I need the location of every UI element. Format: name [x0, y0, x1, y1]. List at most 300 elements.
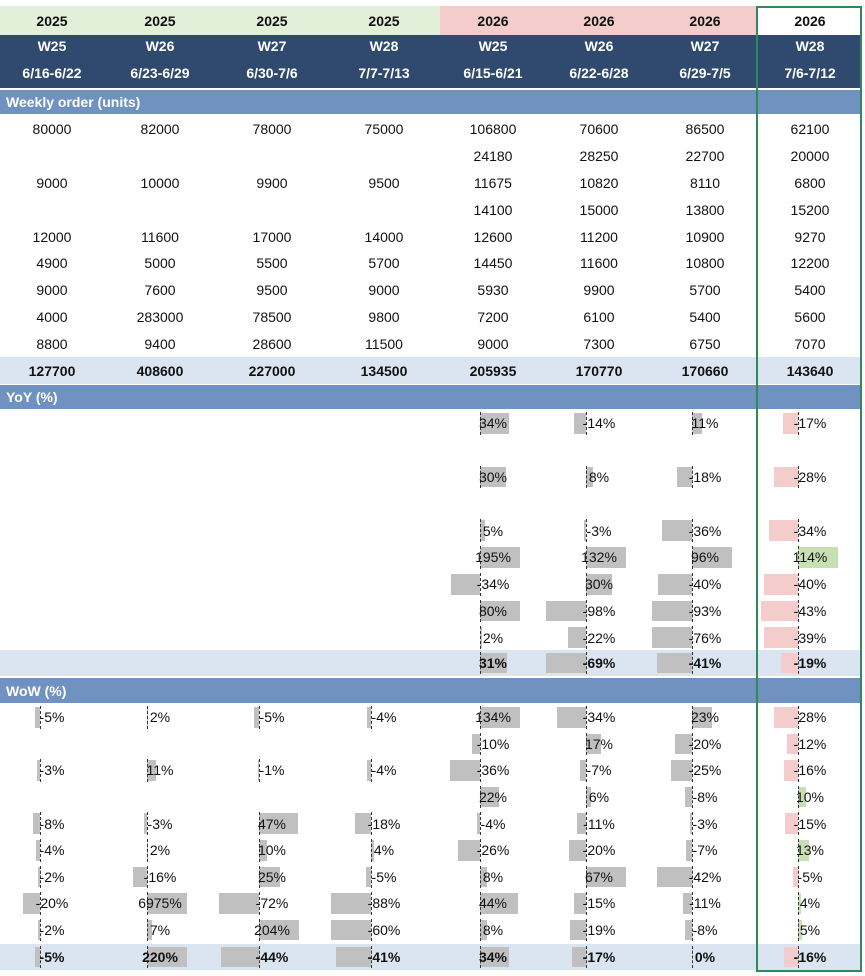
wow-cell	[216, 864, 328, 891]
pct-label: 44%	[478, 895, 508, 912]
year-cell: 2025	[328, 6, 440, 35]
yoy-cell	[328, 490, 440, 517]
pct-label: -69%	[582, 655, 616, 671]
pct-label: -19%	[582, 922, 616, 939]
order-total-row	[0, 357, 862, 384]
yoy-cell	[758, 464, 862, 491]
wow-cell	[652, 731, 758, 758]
wow-cell	[546, 917, 652, 944]
yoy-cell	[546, 544, 652, 571]
wow-cell	[328, 864, 440, 891]
yoy-cell	[546, 624, 652, 651]
wow-cell	[440, 810, 546, 837]
yoy-total-cell	[0, 650, 104, 676]
pct-label: 80%	[478, 602, 508, 619]
wow-cell	[652, 810, 758, 837]
wow-cell	[328, 890, 440, 917]
yoy-cell	[0, 464, 104, 491]
wow-row	[0, 837, 862, 864]
date-range-cell: 6/30-7/6	[246, 64, 298, 81]
yoy-cell	[216, 598, 328, 625]
order-value-cell: 283000	[136, 308, 184, 325]
order-row	[0, 277, 862, 304]
yoy-row	[0, 598, 862, 625]
pct-label: -34%	[793, 522, 827, 539]
order-total-cell: 134500	[360, 362, 408, 379]
pct-label: -3%	[147, 815, 173, 832]
order-value-cell: 28250	[579, 148, 619, 165]
order-value-cell	[328, 143, 440, 170]
pct-label: -5%	[259, 709, 285, 726]
wow-cell	[758, 837, 862, 864]
pct-label: -11%	[689, 895, 721, 912]
pct-label: -3%	[39, 762, 65, 779]
yoy-cell	[758, 437, 862, 464]
week-cell: W28	[795, 38, 825, 54]
pct-label: 17%	[584, 735, 614, 752]
year-cell: 2026	[546, 6, 652, 35]
wow-cell	[104, 917, 216, 944]
yoy-cell	[758, 517, 862, 544]
pct-label: -1%	[259, 762, 285, 779]
order-total-cell: 408600	[136, 362, 184, 379]
wow-cell	[328, 810, 440, 837]
wow-cell	[104, 890, 216, 917]
yoy-row	[0, 410, 862, 437]
order-value-cell	[216, 143, 328, 170]
year-cell: 2025	[104, 6, 216, 35]
yoy-cell	[440, 544, 546, 571]
date-range-cell: 7/6-7/12	[784, 64, 836, 81]
order-value-cell: 5400	[794, 282, 826, 299]
pct-label: 204%	[254, 922, 290, 939]
order-value-cell: 9900	[583, 282, 615, 299]
wow-cell	[0, 731, 104, 758]
pct-label: -88%	[367, 895, 401, 912]
yoy-cell	[104, 571, 216, 598]
order-value-cell: 80000	[32, 121, 72, 138]
yoy-cell	[546, 571, 652, 598]
pct-label: -3%	[692, 815, 718, 832]
pct-label: -8%	[692, 789, 718, 806]
wow-row	[0, 757, 862, 784]
wow-cell	[652, 837, 758, 864]
order-value-cell: 12200	[790, 255, 830, 272]
pct-label: 6975%	[138, 895, 182, 912]
yoy-cell	[216, 464, 328, 491]
pct-label: -4%	[371, 762, 397, 779]
pct-label: -34%	[476, 576, 510, 593]
wow-cell	[216, 837, 328, 864]
pct-label: -34%	[582, 709, 616, 726]
wow-cell	[440, 704, 546, 731]
pct-label: 114%	[792, 549, 828, 566]
yoy-cell	[758, 490, 862, 517]
yoy-cell	[216, 490, 328, 517]
order-value-cell: 10000	[140, 174, 180, 191]
pct-label: -5%	[797, 868, 823, 885]
yoy-cell	[328, 624, 440, 651]
wow-total-cell	[546, 944, 652, 970]
wow-cell	[0, 810, 104, 837]
date-range-cell: 6/23-6/29	[130, 64, 190, 81]
order-value-cell: 9900	[256, 174, 288, 191]
wow-total-cell	[328, 944, 440, 970]
yoy-cell	[546, 464, 652, 491]
wow-cell	[546, 757, 652, 784]
order-value-cell: 14450	[473, 255, 513, 272]
yoy-total-row	[0, 650, 862, 676]
pct-label: -2%	[39, 868, 65, 885]
order-value-cell: 15200	[790, 201, 830, 218]
week-cell: W26	[584, 38, 614, 54]
order-value-cell	[104, 143, 216, 170]
order-value-cell: 5400	[689, 308, 721, 325]
wow-cell	[758, 757, 862, 784]
yoy-cell	[104, 490, 216, 517]
wow-cell	[216, 784, 328, 811]
section-title: WoW (%)	[6, 682, 67, 699]
wow-cell	[328, 757, 440, 784]
pct-label: -18%	[367, 815, 401, 832]
order-value-cell: 5930	[477, 282, 509, 299]
order-value-cell	[328, 196, 440, 223]
wow-cell	[440, 784, 546, 811]
pct-label: 4%	[799, 895, 821, 912]
pct-label: -28%	[793, 468, 827, 485]
order-value-cell: 13800	[685, 201, 725, 218]
pct-label: 34%	[478, 949, 508, 965]
section-wow	[0, 678, 862, 703]
order-value-cell: 12600	[473, 228, 513, 245]
order-value-cell: 14100	[473, 201, 513, 218]
pct-label: -15%	[793, 815, 827, 832]
pct-label: 8%	[588, 468, 610, 485]
order-value-cell	[104, 196, 216, 223]
wow-row	[0, 810, 862, 837]
yoy-row	[0, 571, 862, 598]
order-value-cell: 9400	[144, 335, 176, 352]
order-value-cell: 86500	[685, 121, 725, 138]
order-row	[0, 116, 862, 143]
wow-cell	[0, 757, 104, 784]
order-value-cell: 9800	[368, 308, 400, 325]
yoy-cell	[104, 437, 216, 464]
wow-cell	[328, 704, 440, 731]
pct-label: 6%	[588, 789, 610, 806]
wow-cell	[216, 731, 328, 758]
order-value-cell	[0, 196, 104, 223]
yoy-cell	[758, 571, 862, 598]
pct-label: 195%	[475, 549, 511, 566]
wow-cell	[104, 864, 216, 891]
week-cell: W28	[369, 38, 399, 54]
order-value-cell: 78500	[252, 308, 292, 325]
wow-cell	[546, 810, 652, 837]
yoy-row	[0, 490, 862, 517]
order-value-cell: 11200	[580, 228, 618, 245]
pct-label: -42%	[688, 868, 722, 885]
pct-label: 47%	[257, 815, 287, 832]
yoy-cell	[328, 464, 440, 491]
order-value-cell: 10900	[685, 228, 725, 245]
yoy-cell	[0, 517, 104, 544]
yoy-cell	[546, 517, 652, 544]
week-cell: W25	[478, 38, 508, 54]
wow-cell	[546, 890, 652, 917]
order-value-cell: 5000	[144, 255, 176, 272]
pct-label: -39%	[793, 629, 827, 646]
order-total-cell: 227000	[248, 362, 296, 379]
order-value-cell: 5700	[689, 282, 721, 299]
order-value-cell: 62100	[790, 121, 830, 138]
order-row	[0, 223, 862, 250]
order-row	[0, 250, 862, 277]
order-value-cell: 11600	[141, 228, 179, 245]
order-value-cell: 78000	[252, 121, 292, 138]
pct-label: -15%	[582, 895, 616, 912]
yoy-cell	[652, 624, 758, 651]
pct-label: -5%	[371, 868, 397, 885]
date-range-cell: 6/29-7/5	[679, 64, 731, 81]
pct-label: -40%	[688, 576, 722, 593]
yoy-cell	[440, 410, 546, 437]
order-value-cell: 5600	[794, 308, 826, 325]
pct-label: 30%	[584, 576, 614, 593]
order-value-cell: 14000	[364, 228, 404, 245]
year-cell: 2026	[758, 6, 862, 35]
yoy-total-cell	[216, 650, 328, 676]
order-value-cell: 4000	[36, 308, 68, 325]
pct-label: 11%	[146, 762, 174, 779]
wow-row	[0, 890, 862, 917]
pct-label: -17%	[793, 415, 827, 432]
wow-cell	[0, 864, 104, 891]
pct-label: -60%	[367, 922, 401, 939]
order-value-cell: 22700	[685, 148, 725, 165]
wow-cell	[652, 784, 758, 811]
pct-label: -20%	[582, 842, 616, 859]
pct-label: -7%	[586, 762, 612, 779]
order-value-cell: 12000	[32, 228, 72, 245]
yoy-cell	[104, 544, 216, 571]
order-value-cell: 11600	[580, 255, 618, 272]
pct-label: 7%	[149, 922, 171, 939]
pct-label: 4%	[373, 842, 395, 859]
year-header-row	[0, 6, 862, 35]
order-value-cell: 4900	[36, 255, 68, 272]
pct-label: -26%	[476, 842, 510, 859]
yoy-cell	[546, 598, 652, 625]
yoy-total-cell	[328, 650, 440, 676]
order-value-cell: 9500	[256, 282, 288, 299]
yoy-cell	[440, 517, 546, 544]
pct-label: -36%	[476, 762, 510, 779]
order-value-cell: 11675	[474, 174, 512, 191]
pct-label: -4%	[371, 709, 397, 726]
order-value-cell: 15000	[579, 201, 619, 218]
yoy-cell	[652, 517, 758, 544]
order-row	[0, 196, 862, 223]
wow-cell	[758, 810, 862, 837]
wow-cell	[440, 917, 546, 944]
wow-total-cell	[104, 944, 216, 970]
order-total-cell: 170770	[575, 362, 623, 379]
wow-cell	[104, 810, 216, 837]
yoy-cell	[758, 544, 862, 571]
yoy-cell	[440, 624, 546, 651]
pct-label: 5%	[482, 522, 504, 539]
pct-label: -20%	[35, 895, 69, 912]
wow-cell	[652, 890, 758, 917]
wow-cell	[328, 837, 440, 864]
wow-cell	[440, 757, 546, 784]
yoy-total-cell	[758, 650, 862, 676]
yoy-cell	[328, 544, 440, 571]
section-weekly-order	[0, 90, 862, 114]
yoy-cell	[0, 598, 104, 625]
wow-cell	[758, 917, 862, 944]
wow-cell	[758, 731, 862, 758]
date-range-cell: 7/7-7/13	[358, 64, 410, 81]
wow-total-cell	[0, 944, 104, 970]
order-value-cell: 7070	[794, 335, 826, 352]
order-value-cell: 10820	[579, 174, 619, 191]
yoy-cell	[0, 544, 104, 571]
pct-label: 25%	[257, 868, 287, 885]
wow-cell	[328, 917, 440, 944]
wow-cell	[216, 704, 328, 731]
yoy-total-cell	[546, 650, 652, 676]
yoy-cell	[440, 598, 546, 625]
yoy-cell	[652, 437, 758, 464]
pct-label: -12%	[793, 735, 827, 752]
wow-cell	[104, 837, 216, 864]
pct-label: 22%	[478, 789, 508, 806]
pct-label: -16%	[143, 868, 177, 885]
pct-label: -44%	[255, 949, 289, 965]
year-cell: 2026	[440, 6, 546, 35]
order-value-cell: 17000	[252, 228, 292, 245]
order-value-cell: 7600	[144, 282, 176, 299]
order-value-cell: 8110	[689, 174, 721, 191]
pct-label: 96%	[690, 549, 720, 566]
wow-cell	[758, 784, 862, 811]
date-range-cell: 6/16-6/22	[22, 64, 82, 81]
yoy-cell	[0, 410, 104, 437]
year-cell: 2026	[652, 6, 758, 35]
yoy-cell	[652, 598, 758, 625]
wow-total-cell	[216, 944, 328, 970]
section-yoy	[0, 385, 862, 409]
week-cell: W26	[145, 38, 175, 54]
yoy-row	[0, 437, 862, 464]
pct-label: -10%	[476, 735, 510, 752]
date-range-cell: 6/15-6/21	[463, 64, 523, 81]
yoy-cell	[104, 624, 216, 651]
yoy-row	[0, 544, 862, 571]
order-total-cell: 170660	[681, 362, 729, 379]
order-total-cell: 143640	[786, 362, 834, 379]
yoy-cell	[216, 624, 328, 651]
order-value-cell: 5500	[256, 255, 288, 272]
wow-cell	[0, 784, 104, 811]
yoy-row	[0, 624, 862, 651]
pct-label: -28%	[793, 709, 827, 726]
wow-cell	[440, 731, 546, 758]
order-value-cell: 10800	[685, 255, 725, 272]
yoy-cell	[0, 490, 104, 517]
wow-cell	[546, 731, 652, 758]
week-cell: W27	[257, 38, 287, 54]
yoy-cell	[440, 464, 546, 491]
week-cell: W25	[37, 38, 67, 54]
pct-label: 134%	[475, 709, 511, 726]
year-cell: 2025	[0, 6, 104, 35]
wow-cell	[328, 731, 440, 758]
order-value-cell: 9000	[36, 174, 68, 191]
wow-total-row	[0, 944, 862, 970]
wow-cell	[0, 704, 104, 731]
order-row	[0, 330, 862, 357]
pct-label: 10%	[257, 842, 287, 859]
order-value-cell: 11500	[365, 335, 403, 352]
wow-total-cell	[440, 944, 546, 970]
wow-cell	[440, 890, 546, 917]
yoy-cell	[758, 624, 862, 651]
pct-label: -7%	[692, 842, 718, 859]
order-total-cell: 205935	[469, 362, 517, 379]
pct-label: -17%	[582, 949, 616, 965]
pct-label: 11%	[691, 415, 719, 432]
wow-cell	[758, 890, 862, 917]
wow-row	[0, 704, 862, 731]
wow-cell	[0, 837, 104, 864]
yoy-total-cell	[652, 650, 758, 676]
wow-cell	[216, 757, 328, 784]
order-value-cell: 75000	[364, 121, 404, 138]
yoy-cell	[546, 437, 652, 464]
pct-label: 0%	[694, 949, 716, 965]
wow-cell	[758, 864, 862, 891]
pct-label: 2%	[149, 842, 171, 859]
pct-label: -19%	[793, 655, 827, 671]
pct-label: -2%	[39, 922, 65, 939]
order-value-cell: 9270	[794, 228, 826, 245]
yoy-cell	[104, 517, 216, 544]
wow-cell	[440, 864, 546, 891]
wow-total-cell	[652, 944, 758, 970]
wow-cell	[546, 784, 652, 811]
wow-cell	[104, 757, 216, 784]
week-cell: W27	[690, 38, 720, 54]
yoy-cell	[652, 410, 758, 437]
wow-cell	[216, 890, 328, 917]
wow-cell	[440, 837, 546, 864]
wow-cell	[104, 704, 216, 731]
yoy-row	[0, 517, 862, 544]
pct-label: -8%	[692, 922, 718, 939]
pct-label: -16%	[793, 762, 827, 779]
order-value-cell: 5700	[368, 255, 400, 272]
order-value-cell: 9000	[477, 335, 509, 352]
wow-cell	[0, 890, 104, 917]
order-value-cell: 9000	[368, 282, 400, 299]
yoy-cell	[216, 544, 328, 571]
order-value-cell: 106800	[469, 121, 517, 138]
wow-cell	[546, 864, 652, 891]
yoy-cell	[440, 571, 546, 598]
